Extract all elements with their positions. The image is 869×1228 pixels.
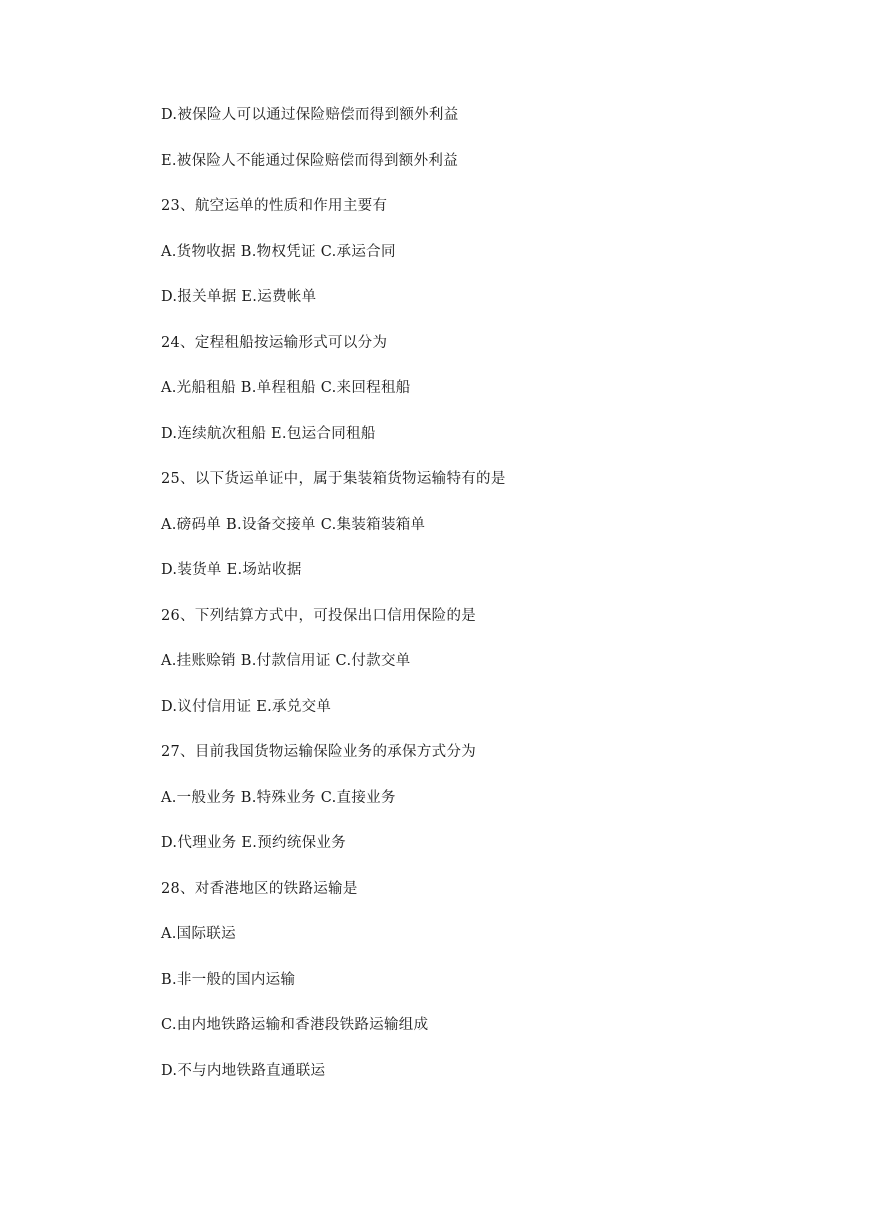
option-28-a: A.国际联运 bbox=[161, 926, 236, 942]
options-23-de: D.报关单据 E.运费帐单 bbox=[161, 289, 317, 305]
options-23-abc: A.货物收据 B.物权凭证 C.承运合同 bbox=[161, 244, 396, 260]
options-27-abc: A.一般业务 B.特殊业务 C.直接业务 bbox=[161, 790, 396, 806]
options-24-abc: A.光船租船 B.单程租船 C.来回程租船 bbox=[161, 380, 411, 396]
question-24: 24、定程租船按运输形式可以分为 bbox=[161, 335, 388, 351]
options-26-de: D.议付信用证 E.承兑交单 bbox=[161, 699, 332, 715]
option-28-d: D.不与内地铁路直通联运 bbox=[161, 1063, 326, 1079]
question-27: 27、目前我国货物运输保险业务的承保方式分为 bbox=[161, 744, 477, 760]
question-25: 25、以下货运单证中，属于集装箱货物运输特有的是 bbox=[161, 471, 506, 487]
option-22-e: E.被保险人不能通过保险赔偿而得到额外利益 bbox=[161, 153, 458, 169]
options-25-abc: A.磅码单 B.设备交接单 C.集装箱装箱单 bbox=[161, 517, 426, 533]
options-26-abc: A.挂账赊销 B.付款信用证 C.付款交单 bbox=[161, 653, 411, 669]
options-27-de: D.代理业务 E.预约统保业务 bbox=[161, 835, 347, 851]
option-22-d: D.被保险人可以通过保险赔偿而得到额外利益 bbox=[161, 107, 459, 123]
option-28-c: C.由内地铁路运输和香港段铁路运输组成 bbox=[161, 1017, 429, 1033]
question-23: 23、航空运单的性质和作用主要有 bbox=[161, 198, 388, 214]
options-24-de: D.连续航次租船 E.包运合同租船 bbox=[161, 426, 376, 442]
question-26: 26、下列结算方式中，可投保出口信用保险的是 bbox=[161, 608, 477, 624]
option-28-b: B.非一般的国内运输 bbox=[161, 972, 296, 988]
question-28: 28、对香港地区的铁路运输是 bbox=[161, 881, 358, 897]
options-25-de: D.装货单 E.场站收据 bbox=[161, 562, 302, 578]
